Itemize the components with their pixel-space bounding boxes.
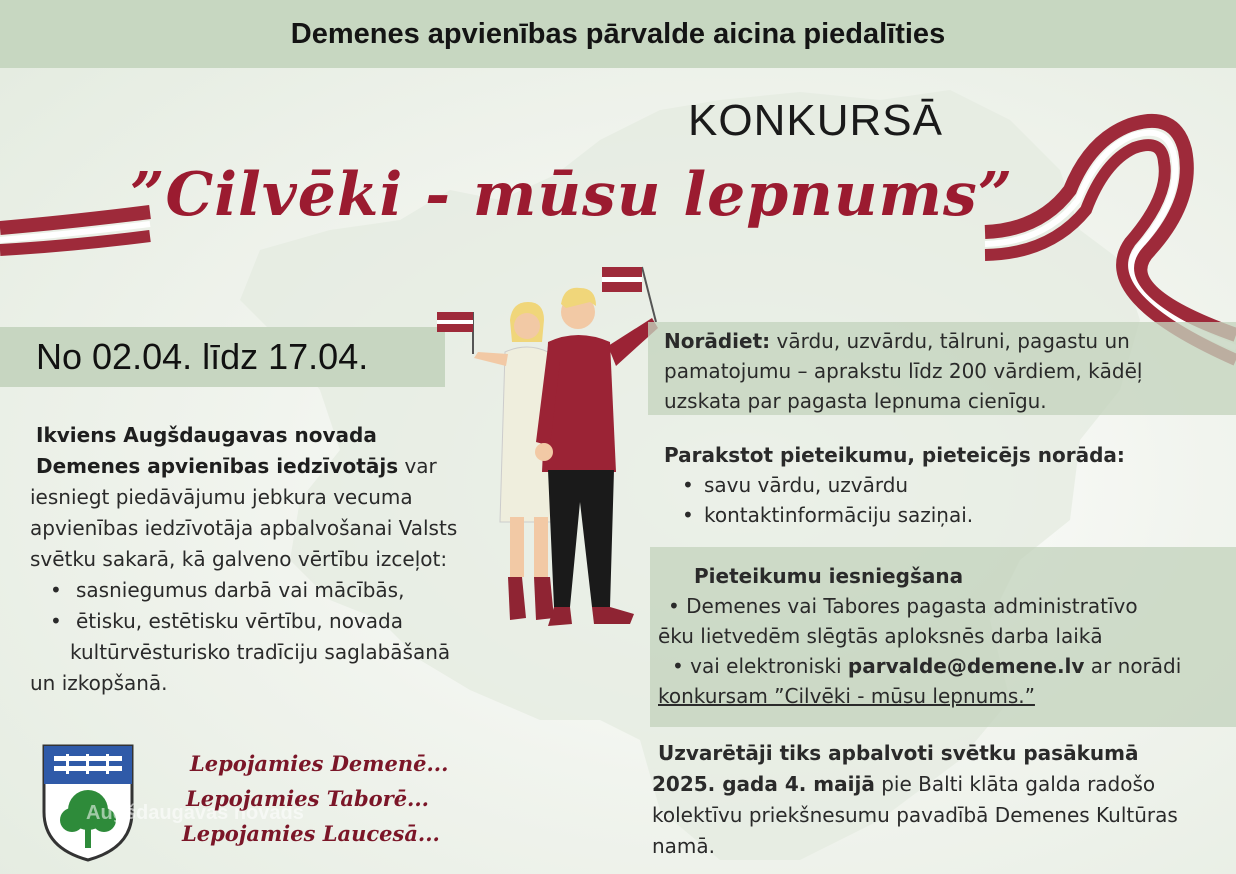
header-title: Demenes apvienības pārvalde aicina piedalīties <box>290 17 946 50</box>
watermark-text: Augšdaugavas novads <box>86 802 304 824</box>
couple-with-flags-illustration <box>430 262 670 642</box>
list-item: • sasniegumus darbā vai mācībās, <box>30 575 500 606</box>
submission-item2-suffix: ar norādi <box>1084 654 1182 678</box>
eligibility-line2: Demenes apvienības iedzīvotājs <box>36 454 399 478</box>
contest-label: KONKURSĀ <box>688 96 943 145</box>
bullet-icon: • <box>672 654 691 678</box>
submission-item1: Demenes vai Tabores pagasta administratīvo <box>686 594 1138 618</box>
submission-item1-cont: ēku lietvedēm slēgtās aploksnēs darba laikā <box>658 624 1103 648</box>
submission-section <box>658 561 1228 711</box>
winners-text <box>652 738 1212 862</box>
signing-section <box>664 440 1224 530</box>
eligibility-line2-rest: var <box>398 454 437 478</box>
submission-item2-prefix: vai elektroniski <box>690 654 848 678</box>
eligibility-paragraph: iesniegt piedāvājumu jebkura vecuma apvienības iedzīvotāja apbalvošanai Valsts svētku sakarā, kā galveno vērtību izceļot: <box>30 485 458 571</box>
proud-line: Lepojamies Taborē... <box>186 786 429 811</box>
bullet-icon: • <box>668 594 687 618</box>
list-item: • savu vārdu, uzvārdu <box>664 470 1224 500</box>
eligibility-line1: Ikviens Augšdaugavas novada <box>36 423 377 447</box>
indicate-label: Norādiet: <box>664 329 771 353</box>
list-item: • ētisku, estētisku vērtību, novada <box>30 606 500 637</box>
indicate-body: vārdu, uzvārdu, tālruni, pagastu un pamatojumu – aprakstu līdz 200 vārdiem, kādēļ uzskata par pagasta lepnuma cienīgu. <box>664 329 1143 413</box>
signing-title: Parakstot pieteikumu, pieteicējs norāda: <box>664 443 1125 467</box>
winners-bold2: 2025. gada 4. maijā <box>652 772 875 796</box>
eligibility-continuation: kultūrvēsturisko tradīciju saglabāšanā <box>70 640 451 664</box>
email-link[interactable]: parvalde@demene.lv <box>847 654 1085 678</box>
submission-title: Pieteikumu iesniegšana <box>694 564 964 588</box>
date-range-banner <box>0 327 445 387</box>
list-item: • kontaktinformāciju saziņai. <box>664 500 1224 530</box>
proud-line: Lepojamies Demenē... <box>190 751 449 776</box>
indicate-text <box>664 326 1224 416</box>
proud-line: Lepojamies Laucesā... <box>182 821 440 846</box>
signing-list <box>664 470 1224 530</box>
winners-bold1: Uzvarētāji tiks apbalvoti svētku pasākumā <box>658 741 1139 765</box>
submission-item2-cont: konkursam ”Cilvēki - mūsu lepnums.” <box>658 684 1035 708</box>
winners-rest: pie Balti klāta galda radošo kolektīvu priekšnesumu pavadībā Demenes Kultūras namā. <box>652 772 1178 858</box>
eligibility-continuation-end: un izkopšanā. <box>30 671 168 695</box>
date-range-text: No 02.04. līdz 17.04. <box>36 336 369 377</box>
proud-slogans <box>182 746 448 851</box>
contest-title: ”Cilvēki - mūsu lepnums” <box>130 160 1014 230</box>
